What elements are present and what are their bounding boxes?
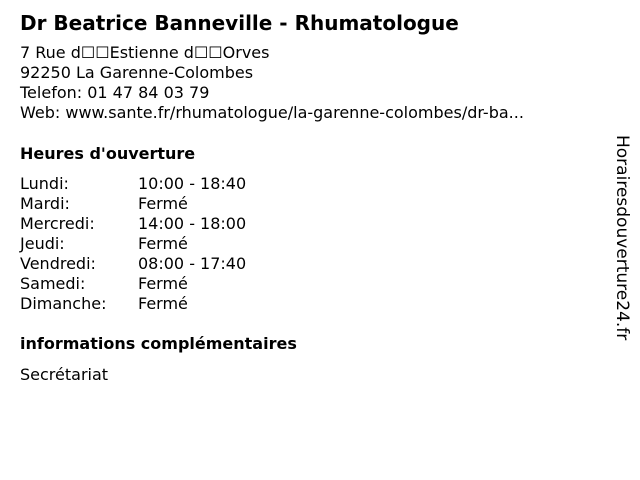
hours-heading: Heures d'ouverture bbox=[20, 144, 196, 163]
day-label: Lundi: bbox=[20, 174, 69, 193]
hours-row-saturday bbox=[20, 274, 320, 294]
hours-row-thursday bbox=[20, 234, 320, 254]
day-hours: 10:00 - 18:40 bbox=[138, 174, 247, 193]
website: Web: www.sante.fr/rhumatologue/la-garenne-colombes/dr-ba... bbox=[20, 103, 524, 122]
hours-row-sunday bbox=[20, 294, 320, 314]
city-address: 92250 La Garenne-Colombes bbox=[20, 63, 254, 82]
brand-watermark: Horairesdouverture24.fr bbox=[612, 135, 632, 341]
page-title: Dr Beatrice Banneville - Rhumatologue bbox=[20, 11, 459, 35]
hours-row-friday bbox=[20, 254, 320, 274]
day-label: Vendredi: bbox=[20, 254, 96, 273]
hours-row-wednesday bbox=[20, 214, 320, 234]
day-label: Dimanche: bbox=[20, 294, 107, 313]
address-block bbox=[20, 43, 524, 123]
day-hours: Fermé bbox=[138, 294, 188, 313]
day-hours: 14:00 - 18:00 bbox=[138, 214, 247, 233]
day-hours: 08:00 - 17:40 bbox=[138, 254, 247, 273]
hours-table bbox=[20, 174, 320, 314]
day-label: Mercredi: bbox=[20, 214, 95, 233]
day-hours: Fermé bbox=[138, 234, 188, 253]
day-label: Samedi: bbox=[20, 274, 86, 293]
hours-row-monday bbox=[20, 174, 320, 194]
info-text: Secrétariat bbox=[20, 365, 109, 384]
day-label: Jeudi: bbox=[20, 234, 65, 253]
day-hours: Fermé bbox=[138, 194, 188, 213]
day-hours: Fermé bbox=[138, 274, 188, 293]
phone-number: Telefon: 01 47 84 03 79 bbox=[20, 83, 210, 102]
street-address: 7 Rue d☐☐Estienne d☐☐Orves bbox=[20, 43, 270, 62]
hours-row-tuesday bbox=[20, 194, 320, 214]
info-heading: informations complémentaires bbox=[20, 334, 297, 353]
day-label: Mardi: bbox=[20, 194, 70, 213]
